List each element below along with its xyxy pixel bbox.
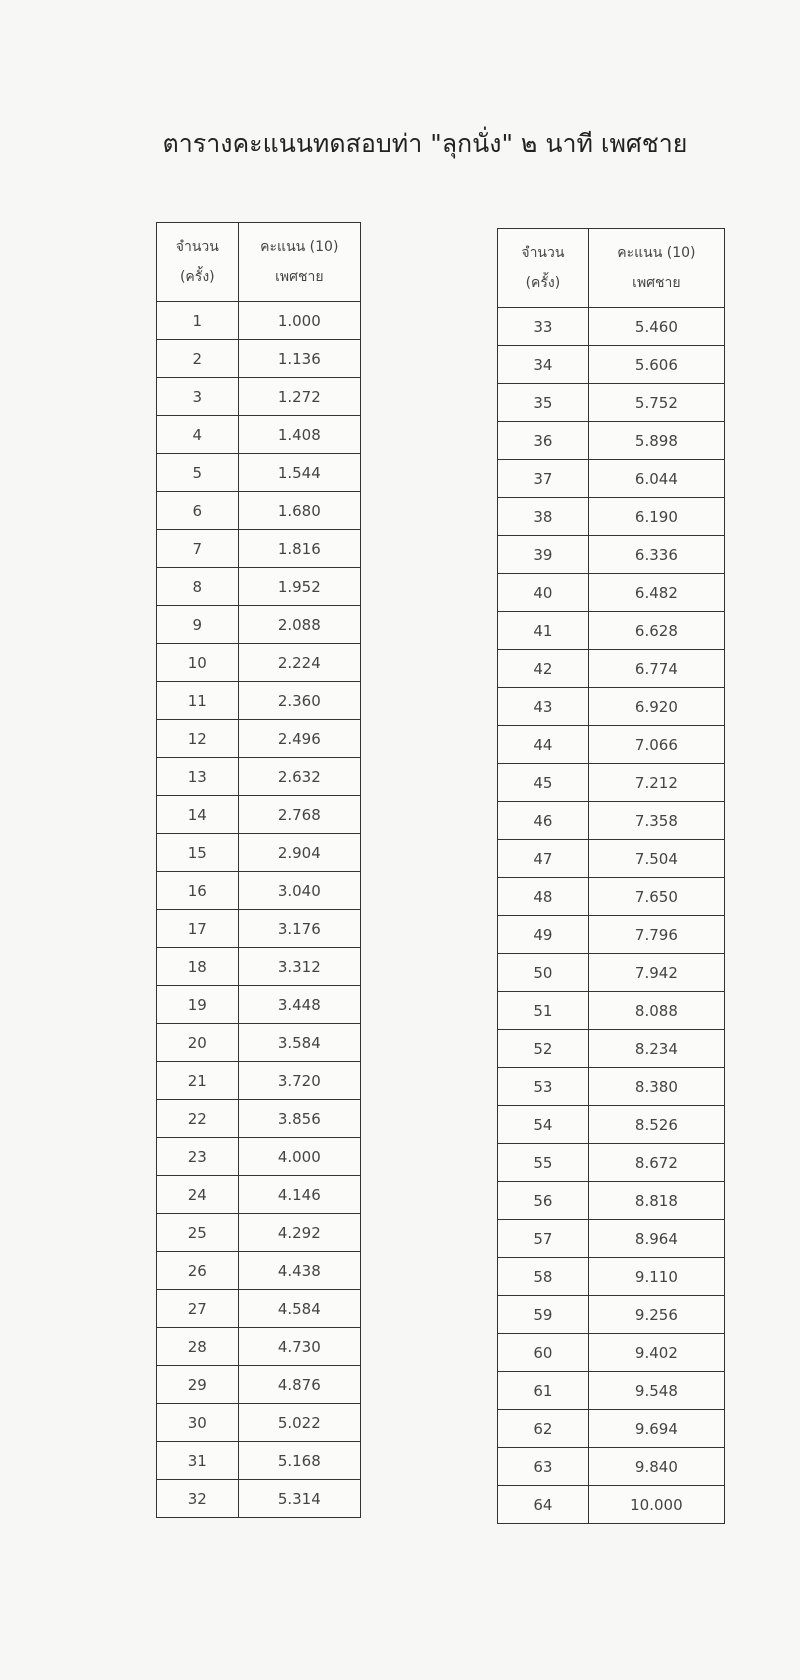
score-cell: 2.088 [238,606,360,644]
count-cell: 26 [157,1252,239,1290]
score-cell: 1.680 [238,492,360,530]
score-cell: 6.920 [588,688,724,726]
score-cell: 1.816 [238,530,360,568]
count-cell: 7 [157,530,239,568]
count-cell: 23 [157,1138,239,1176]
score-cell: 8.672 [588,1144,724,1182]
score-cell: 2.496 [238,720,360,758]
table-row [157,454,361,492]
table-row [157,986,361,1024]
score-cell: 9.256 [588,1296,724,1334]
table-row [498,574,725,612]
score-cell: 7.212 [588,764,724,802]
table-row [498,878,725,916]
score-cell: 2.632 [238,758,360,796]
count-cell: 49 [498,916,589,954]
header-count-line1: จำนวน [175,239,219,255]
header-score-line2: เพศชาย [632,275,681,291]
table-row [498,954,725,992]
score-cell: 2.768 [238,796,360,834]
score-cell: 6.774 [588,650,724,688]
table-row [157,758,361,796]
count-cell: 17 [157,910,239,948]
table-row [498,498,725,536]
count-cell: 35 [498,384,589,422]
count-cell: 38 [498,498,589,536]
count-cell: 31 [157,1442,239,1480]
table-row [498,384,725,422]
count-cell: 12 [157,720,239,758]
score-cell: 10.000 [588,1486,724,1524]
document-title: ตารางคะแนนทดสอบท่า "ลุกนั่ง" ๒ นาที เพศชาย [162,129,688,158]
table-row [157,1252,361,1290]
count-cell: 3 [157,378,239,416]
table-row [498,1372,725,1410]
table-row [157,568,361,606]
count-cell: 33 [498,308,589,346]
count-cell: 32 [157,1480,239,1518]
score-cell: 8.380 [588,1068,724,1106]
table-row [498,346,725,384]
score-cell: 7.066 [588,726,724,764]
header-count-line2: (ครั้ง) [179,269,215,285]
count-cell: 5 [157,454,239,492]
table-row [498,422,725,460]
count-cell: 51 [498,992,589,1030]
score-cell: 5.606 [588,346,724,384]
header-score-line2: เพศชาย [275,269,324,285]
score-cell: 5.022 [238,1404,360,1442]
score-table-left [156,222,361,1518]
count-cell: 34 [498,346,589,384]
score-cell: 1.408 [238,416,360,454]
count-cell: 10 [157,644,239,682]
score-cell: 4.584 [238,1290,360,1328]
score-cell: 4.292 [238,1214,360,1252]
score-cell: 7.504 [588,840,724,878]
score-cell: 5.168 [238,1442,360,1480]
table-row [498,1182,725,1220]
score-cell: 8.964 [588,1220,724,1258]
table-row [157,1062,361,1100]
table-row [157,1480,361,1518]
score-cell: 5.314 [238,1480,360,1518]
count-cell: 39 [498,536,589,574]
score-cell: 5.460 [588,308,724,346]
table-row [157,644,361,682]
table-row [498,1334,725,1372]
table-row [157,834,361,872]
score-cell: 3.584 [238,1024,360,1062]
score-cell: 2.904 [238,834,360,872]
count-cell: 29 [157,1366,239,1404]
count-cell: 53 [498,1068,589,1106]
score-cell: 3.040 [238,872,360,910]
score-cell: 1.952 [238,568,360,606]
count-cell: 56 [498,1182,589,1220]
score-cell: 6.044 [588,460,724,498]
score-cell: 4.730 [238,1328,360,1366]
count-cell: 45 [498,764,589,802]
count-cell: 44 [498,726,589,764]
score-cell: 6.482 [588,574,724,612]
header-row [157,223,361,302]
count-cell: 37 [498,460,589,498]
score-cell: 7.942 [588,954,724,992]
count-cell: 63 [498,1448,589,1486]
table-row [157,302,361,340]
score-cell: 7.650 [588,878,724,916]
count-cell: 11 [157,682,239,720]
count-cell: 60 [498,1334,589,1372]
count-cell: 15 [157,834,239,872]
score-cell: 9.110 [588,1258,724,1296]
count-cell: 20 [157,1024,239,1062]
table-row [157,1366,361,1404]
table-row [157,948,361,986]
score-cell: 9.548 [588,1372,724,1410]
table-row [498,726,725,764]
score-cell: 8.526 [588,1106,724,1144]
score-cell: 4.438 [238,1252,360,1290]
table-row [157,1100,361,1138]
header-score-line1: คะแนน (10) [617,245,696,261]
score-cell: 2.224 [238,644,360,682]
count-cell: 57 [498,1220,589,1258]
count-cell: 36 [498,422,589,460]
table-row [157,796,361,834]
score-cell: 3.448 [238,986,360,1024]
count-cell: 54 [498,1106,589,1144]
table-row [498,1486,725,1524]
count-cell: 48 [498,878,589,916]
count-cell: 2 [157,340,239,378]
count-cell: 24 [157,1176,239,1214]
score-cell: 8.088 [588,992,724,1030]
count-cell: 62 [498,1410,589,1448]
count-cell: 27 [157,1290,239,1328]
header-score [588,229,724,308]
table-row [157,1442,361,1480]
score-cell: 3.720 [238,1062,360,1100]
header-count [157,223,239,302]
table-row [498,1258,725,1296]
table-row [498,1068,725,1106]
table-row [498,802,725,840]
table-row [157,720,361,758]
count-cell: 58 [498,1258,589,1296]
count-cell: 28 [157,1328,239,1366]
count-cell: 19 [157,986,239,1024]
table-row [498,1220,725,1258]
table-row [157,1024,361,1062]
count-cell: 14 [157,796,239,834]
table-row [498,1410,725,1448]
table-row [498,916,725,954]
score-table-right [497,228,725,1524]
count-cell: 43 [498,688,589,726]
count-cell: 41 [498,612,589,650]
score-cell: 1.136 [238,340,360,378]
count-cell: 13 [157,758,239,796]
score-cell: 9.840 [588,1448,724,1486]
count-cell: 6 [157,492,239,530]
table-row [157,910,361,948]
count-cell: 9 [157,606,239,644]
table-row [157,606,361,644]
count-cell: 42 [498,650,589,688]
count-cell: 61 [498,1372,589,1410]
header-score-line1: คะแนน (10) [260,239,339,255]
score-cell: 6.336 [588,536,724,574]
score-cell: 6.190 [588,498,724,536]
count-cell: 21 [157,1062,239,1100]
table-row [498,1144,725,1182]
table-row [498,992,725,1030]
table-row [157,378,361,416]
score-cell: 4.000 [238,1138,360,1176]
score-cell: 8.234 [588,1030,724,1068]
table-row [498,536,725,574]
table-row [498,840,725,878]
score-cell: 7.358 [588,802,724,840]
table-row [498,1448,725,1486]
score-cell: 1.544 [238,454,360,492]
count-cell: 4 [157,416,239,454]
score-cell: 8.818 [588,1182,724,1220]
count-cell: 16 [157,872,239,910]
count-cell: 1 [157,302,239,340]
table-row [157,1214,361,1252]
score-cell: 3.856 [238,1100,360,1138]
header-score [238,223,360,302]
table-row [498,1030,725,1068]
score-cell: 1.272 [238,378,360,416]
score-cell: 3.312 [238,948,360,986]
table-row [498,764,725,802]
count-cell: 50 [498,954,589,992]
count-cell: 55 [498,1144,589,1182]
count-cell: 47 [498,840,589,878]
table-row [157,1176,361,1214]
score-cell: 9.402 [588,1334,724,1372]
table-row [157,1138,361,1176]
table-row [498,460,725,498]
header-count-line1: จำนวน [521,245,565,261]
table-row [157,492,361,530]
table-row [157,416,361,454]
count-cell: 18 [157,948,239,986]
table-row [157,1404,361,1442]
table-row [157,682,361,720]
table-row [157,340,361,378]
table-row [157,530,361,568]
score-cell: 5.898 [588,422,724,460]
score-cell: 1.000 [238,302,360,340]
header-count-line2: (ครั้ง) [525,275,561,291]
table-row [498,612,725,650]
table-row [498,1296,725,1334]
score-cell: 9.694 [588,1410,724,1448]
table-row [157,1328,361,1366]
header-row [498,229,725,308]
score-cell: 2.360 [238,682,360,720]
count-cell: 64 [498,1486,589,1524]
count-cell: 8 [157,568,239,606]
count-cell: 22 [157,1100,239,1138]
score-cell: 4.146 [238,1176,360,1214]
table-row [157,1290,361,1328]
table-row [498,1106,725,1144]
table-row [498,308,725,346]
count-cell: 30 [157,1404,239,1442]
count-cell: 25 [157,1214,239,1252]
score-cell: 5.752 [588,384,724,422]
score-cell: 4.876 [238,1366,360,1404]
count-cell: 52 [498,1030,589,1068]
count-cell: 59 [498,1296,589,1334]
score-cell: 6.628 [588,612,724,650]
table-row [498,650,725,688]
count-cell: 46 [498,802,589,840]
table-row [498,688,725,726]
header-count [498,229,589,308]
table-row [157,872,361,910]
score-cell: 3.176 [238,910,360,948]
score-cell: 7.796 [588,916,724,954]
count-cell: 40 [498,574,589,612]
